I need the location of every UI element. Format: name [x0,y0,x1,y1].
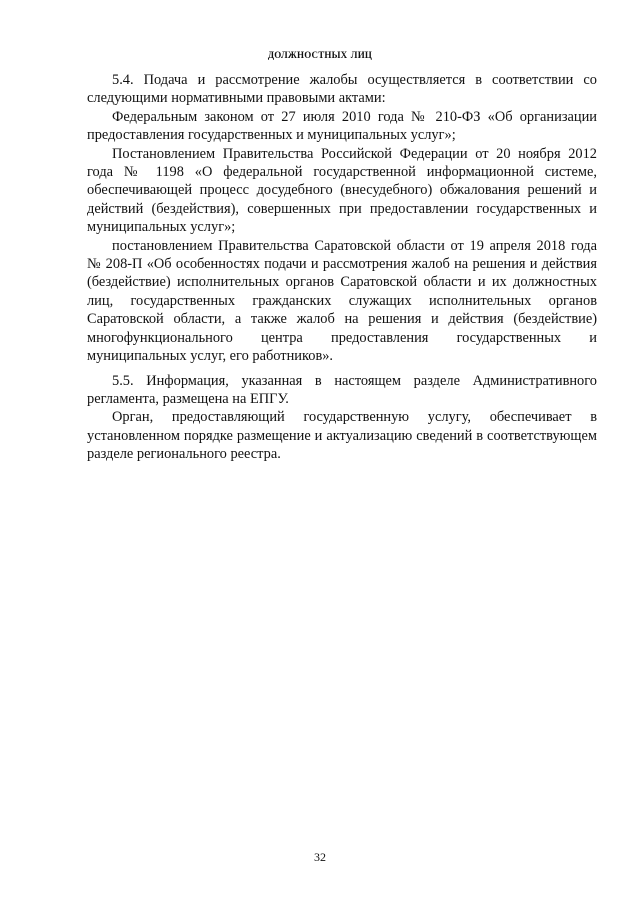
text-line: муниципальных услуг»; [87,219,236,236]
paragraph-5-5 [87,372,597,409]
text-line: Орган, предоставляющий государственную услугу, обеспечивает в [112,409,597,426]
text-line: разделе регионального реестра. [87,446,281,463]
text-line: обеспечивающей процесс досудебного (внесудебного) обжалования решений и [87,182,597,199]
text-line: предоставления государственных и муниципальных услуг»; [87,127,456,144]
text-line: постановлением Правительства Саратовской области от 19 апреля 2018 года [112,237,597,254]
paragraph-federal-law [87,108,597,145]
text-line: Постановлением Правительства Российской Федерации от 20 ноября 2012 [112,145,597,162]
text-line: 5.4. Подача и рассмотрение жалобы осуществляется в соответствии со [112,72,597,88]
section-heading: должностных лиц [267,46,373,61]
text-line: лиц, государственных гражданских служащих исполнительных органов [87,292,597,309]
text-line: № 208-П «Об особенностях подачи и рассмотрения жалоб на решения и действия [87,256,597,273]
body-text [87,71,597,464]
text-line: (бездействие) исполнительных органов Саратовской области и их должностных [87,274,597,291]
paragraph-saratov-resolution [87,237,597,366]
paragraph-5-4 [87,71,597,108]
paragraph-organ [87,408,597,463]
text-line: Федеральным законом от 27 июля 2010 года № 210-ФЗ «Об организации [112,108,597,125]
text-line: следующими нормативными правовыми актами: [87,90,386,107]
text-line: многофункционального центра предоставления государственных и [87,329,597,346]
text-line: 5.5. Информация, указанная в настоящем разделе Административного [112,372,597,389]
text-line: действий (бездействия), совершенных при предоставлении государственных и [87,200,597,217]
text-line: регламента, размещена на ЕПГУ. [87,390,289,407]
text-line: установленном порядке размещение и актуализацию сведений в соответствующем [87,427,597,444]
paragraph-government-resolution [87,145,597,237]
page-number: 32 [314,850,326,864]
text-line: года № 1198 «О федеральной государственной информационной системе, [87,164,597,181]
text-line: Саратовской области, а также жалоб на решения и действия (бездействие) [87,311,597,328]
text-line: муниципальных услуг, его работников». [87,348,334,365]
